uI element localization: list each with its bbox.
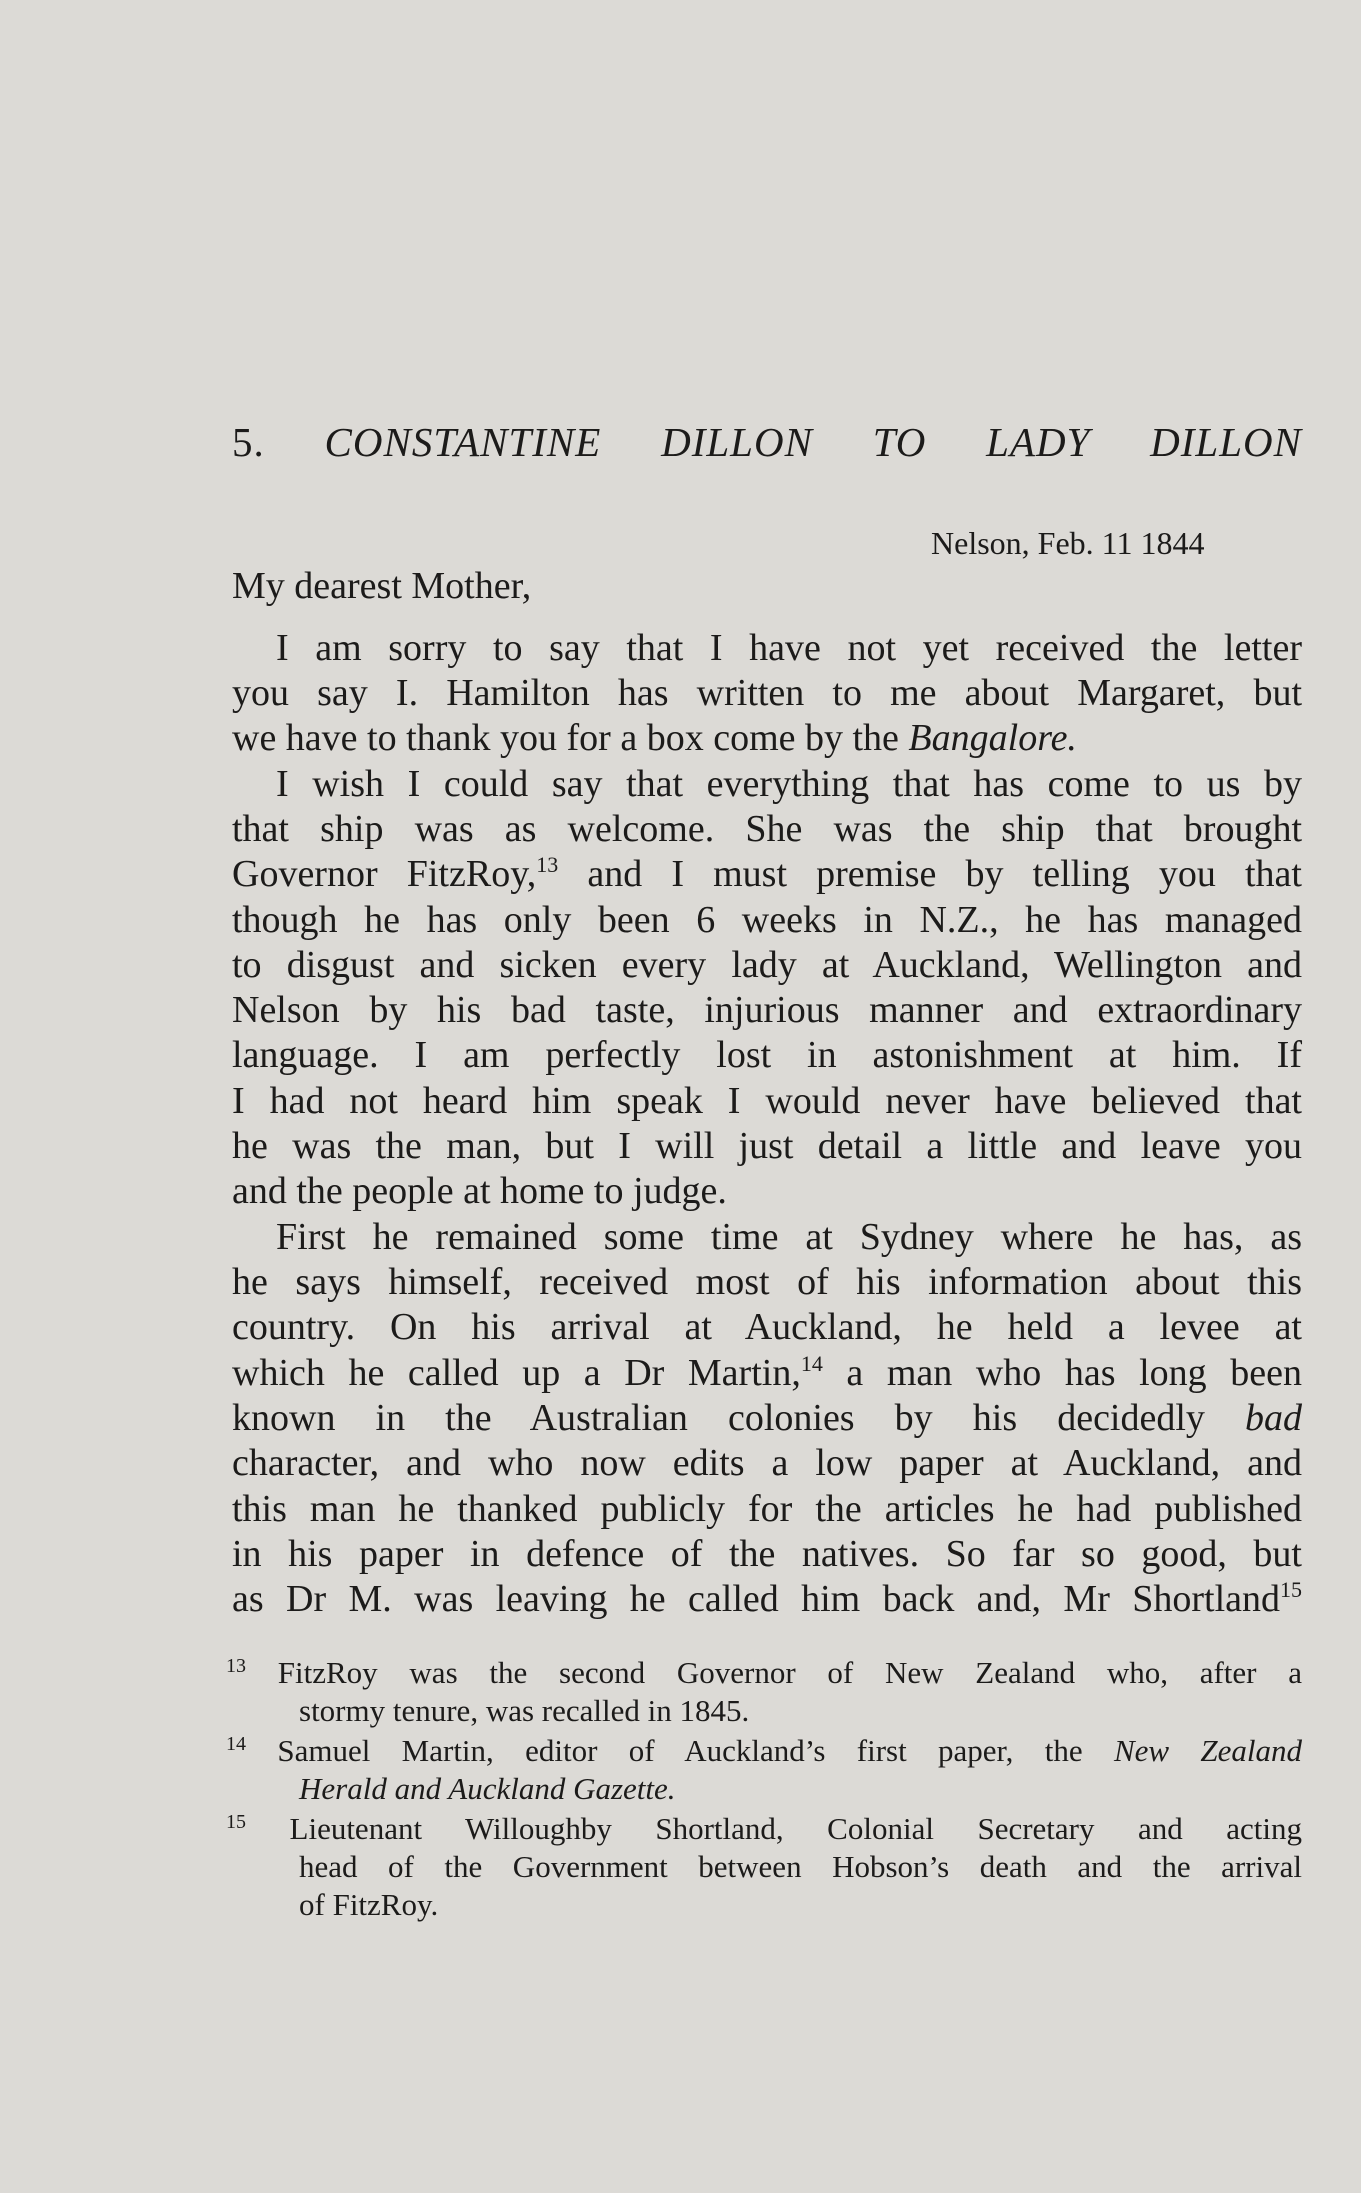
footnote-text: head of the Government between Hobson’s death and the arrival <box>299 1849 1302 1884</box>
heading-word: TO <box>872 419 927 465</box>
body-text: Governor FitzRoy, <box>232 853 537 895</box>
body-line: language. I am perfectly lost in astonishment at him. If <box>232 1034 1302 1076</box>
letter-dateline: Nelson, Feb. 11 1844 <box>931 525 1205 561</box>
body-line: I am sorry to say that I have not yet received the letter <box>276 627 1302 669</box>
footnote-text: Lieutenant Willoughby Shortland, Colonial Secretary and acting <box>289 1811 1303 1846</box>
body-line: in his paper in defence of the natives. So far so good, but <box>232 1533 1302 1575</box>
body-line: I wish I could say that everything that has come to us by <box>276 763 1302 805</box>
body-line: country. On his arrival at Auckland, he held a levee at <box>232 1306 1302 1348</box>
footnote-15 <box>226 1810 1302 1848</box>
body-line: that ship was as welcome. She was the ship that brought <box>232 808 1302 850</box>
body-line: to disgust and sicken every lady at Auckland, Wellington and <box>232 944 1302 986</box>
footnote-number: 15 <box>226 1811 246 1833</box>
footnote-13 <box>226 1654 1302 1692</box>
body-line <box>232 1396 1302 1441</box>
body-text: which he called up a Dr Martin, <box>232 1352 801 1394</box>
body-line <box>232 1577 1302 1622</box>
footnote-ref: 13 <box>536 852 559 877</box>
heading-word: DILLON <box>661 419 813 465</box>
body-line: and the people at home to judge. <box>232 1170 727 1212</box>
body-line: Nelson by his bad taste, injurious manner and extraordinary <box>232 989 1302 1031</box>
body-line: he was the man, but I will just detail a little and leave you <box>232 1125 1302 1167</box>
body-text: a man who has long been <box>822 1352 1302 1394</box>
footnote-14 <box>226 1732 1302 1770</box>
body-text: known in the Australian colonies by his decidedly <box>232 1397 1245 1439</box>
heading-word: DILLON <box>1150 419 1302 465</box>
footnote-ref: 15 <box>1280 1577 1302 1602</box>
body-text: we have to thank you for a box come by the <box>232 717 909 759</box>
body-line: First he remained some time at Sydney where he has, as <box>276 1216 1302 1258</box>
footnote-text: stormy tenure, was recalled in 1845. <box>299 1693 750 1728</box>
letter-number: 5. <box>232 419 265 465</box>
ship-name: Bangalore. <box>908 717 1077 759</box>
footnote-number: 14 <box>226 1733 246 1755</box>
body-text: as Dr M. was leaving he called him back and, Mr Shortland <box>232 1578 1280 1620</box>
heading-word: CONSTANTINE <box>324 419 602 465</box>
heading-word: LADY <box>986 419 1091 465</box>
letter-salutation: My dearest Mother, <box>232 565 532 607</box>
footnote-ref: 14 <box>800 1351 823 1376</box>
footnote-number: 13 <box>226 1655 246 1677</box>
newspaper-title: New Zealand <box>1113 1733 1303 1768</box>
body-line <box>232 852 1302 897</box>
body-line: this man he thanked publicly for the articles he had published <box>232 1488 1302 1530</box>
body-line <box>232 716 1302 761</box>
footnote-text: FitzRoy was the second Governor of New Zealand who, after a <box>277 1655 1303 1690</box>
body-line: character, and who now edits a low paper at Auckland, and <box>232 1442 1302 1484</box>
newspaper-title: Herald and Auckland Gazette. <box>299 1771 676 1806</box>
body-line: he says himself, received most of his information about this <box>232 1261 1302 1303</box>
footnote-text: of FitzRoy. <box>299 1887 439 1922</box>
footnote-text: Samuel Martin, editor of Auckland’s first paper, the <box>277 1733 1114 1768</box>
letter-heading <box>232 418 1302 466</box>
body-line: you say I. Hamilton has written to me about Margaret, but <box>232 672 1302 714</box>
footnote-text <box>299 1770 1302 1808</box>
emphasis: bad <box>1245 1397 1302 1439</box>
body-line: though he has only been 6 weeks in N.Z., he has managed <box>232 899 1302 941</box>
body-line: I had not heard him speak I would never have believed that <box>232 1080 1302 1122</box>
body-line <box>232 1351 1302 1396</box>
body-text: and I must premise by telling you that <box>558 853 1302 895</box>
